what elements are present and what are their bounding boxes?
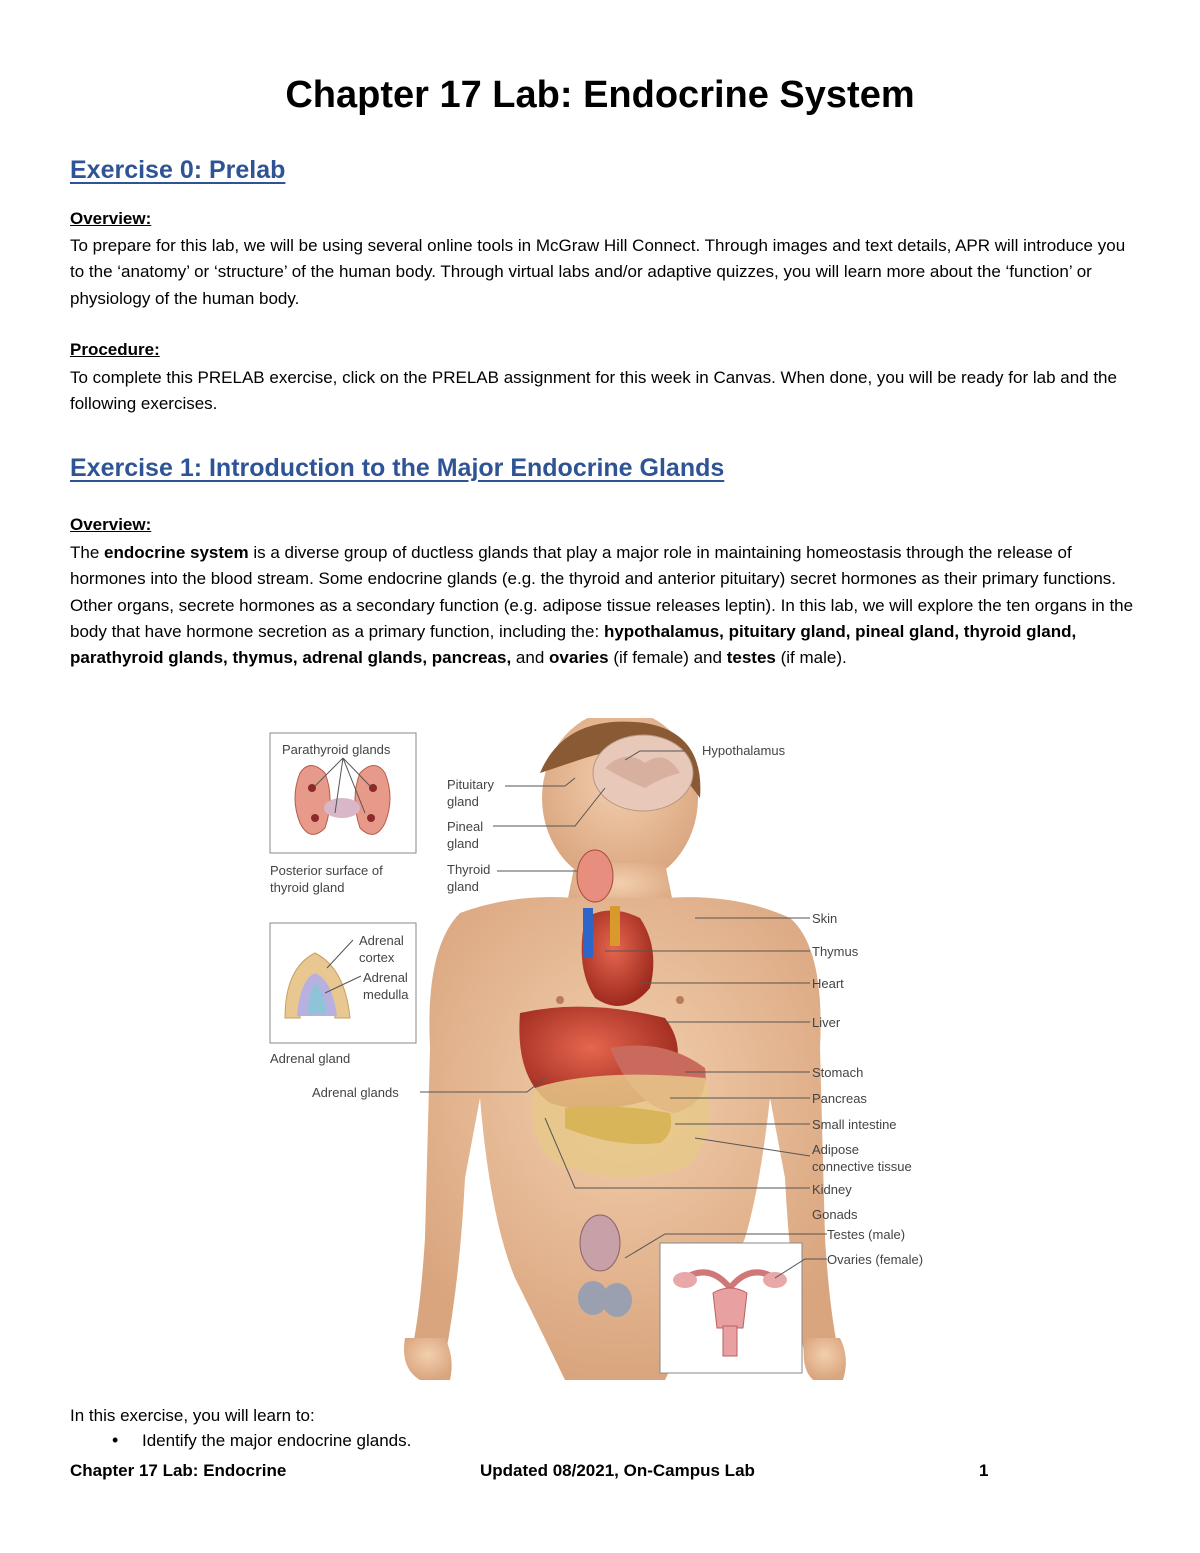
label-pituitary-2: gland [447,794,479,809]
label-pituitary-1: Pituitary [447,777,494,792]
text-body: is a diverse group of ductless glands that play a major role in maintaining homeostasis through the release of hormones into the blood stream. Some endocrine glands (e.g. the thyroid and anterior pituitary) secret hormones as their primary functions. Other organs, secrete hormones as a secondary function (e.g. adipose tissue releases leptin). In this lab, we will explore the ten organs in the body that have hormone secretion as a primary function, including the: [70,543,1134,641]
label-adrenal-cortex-1: Adrenal [359,933,404,948]
exercise-0-overview-label: Overview: [70,209,152,228]
label-pancreas: Pancreas [812,1091,867,1106]
term-testes: testes [726,648,776,668]
exercise-0-heading: Exercise 0: Prelab [70,156,286,184]
label-adrenal-medulla-2: medulla [363,987,409,1002]
label-parathyroid-glands: Parathyroid glands [282,742,391,757]
exercise-0-procedure-text: To complete this PRELAB exercise, click on the PRELAB assignment for this week in Canvas. When done, you will be ready for lab and the following exercises. [70,368,1117,414]
label-kidney: Kidney [812,1182,852,1197]
footer-page-number: 1 [979,1461,989,1480]
label-hypothalamus: Hypothalamus [702,743,786,758]
exercise-1-overview-label: Overview: [70,515,152,534]
term-gland-list: hypothalamus, pituitary gland, pineal gland, thyroid gland, parathyroid glands, thymus, adrenal glands, pancreas, [70,621,1077,668]
label-testes: Testes (male) [827,1227,906,1242]
text-if-female: (if female) and [613,648,722,668]
exercise-1-overview-text [70,540,1140,671]
label-pineal-1: Pineal [447,819,484,834]
label-posterior-surface-1: Posterior surface of [270,863,383,878]
label-adrenal-cortex-2: cortex [359,950,395,965]
label-gonads: Gonads [812,1207,858,1222]
label-small-intestine: Small intestine [812,1117,897,1132]
label-stomach: Stomach [812,1065,864,1080]
label-adrenal-medulla-1: Adrenal [363,970,408,985]
label-heart: Heart [812,976,844,991]
learning-objectives [70,1431,411,1451]
label-liver: Liver [812,1015,841,1030]
label-thyroid-1: Thyroid [447,862,491,877]
label-posterior-surface-2: thyroid gland [270,880,345,895]
term-ovaries: ovaries [549,648,609,668]
label-adrenal-glands: Adrenal glands [312,1085,399,1100]
endocrine-anatomy-illustration [265,718,940,1380]
text-the: The [70,543,100,562]
label-ovaries: Ovaries (female) [827,1252,924,1267]
exercise-1-heading: Exercise 1: Introduction to the Major Endocrine Glands [70,454,725,482]
learn-intro: In this exercise, you will learn to: [70,1406,315,1425]
label-adipose-2: connective tissue [812,1159,912,1174]
list-item: • Identify the major endocrine glands. [70,1431,411,1451]
footer-chapter: Chapter 17 Lab: Endocrine [70,1461,287,1480]
label-thymus: Thymus [812,944,859,959]
label-pineal-2: gland [447,836,479,851]
term-endocrine-system: endocrine system [104,543,249,562]
text-if-male: (if male). [780,648,847,668]
label-thyroid-2: gland [447,879,479,894]
page-title: Chapter 17 Lab: Endocrine System [285,74,915,116]
exercise-0-procedure-label: Procedure: [70,340,160,359]
label-adrenal-gland: Adrenal gland [270,1051,351,1066]
label-adipose-1: Adipose [812,1142,859,1157]
exercise-0-overview-text: To prepare for this lab, we will be using several online tools in McGraw Hill Connect. Through images and text details, APR will introduce you to the ‘anatomy’ or ‘structure’ of the human body. Through virtual labs and/or adaptive quizzes, you will learn more about the ‘function’ or physiology of the human body. [70,236,1126,308]
text-and: and [515,648,545,668]
endocrine-glands-figure [265,718,940,1380]
label-skin: Skin [812,911,838,926]
ovaries-inset [660,1243,802,1373]
footer-updated: Updated 08/2021, On-Campus Lab [480,1461,755,1480]
